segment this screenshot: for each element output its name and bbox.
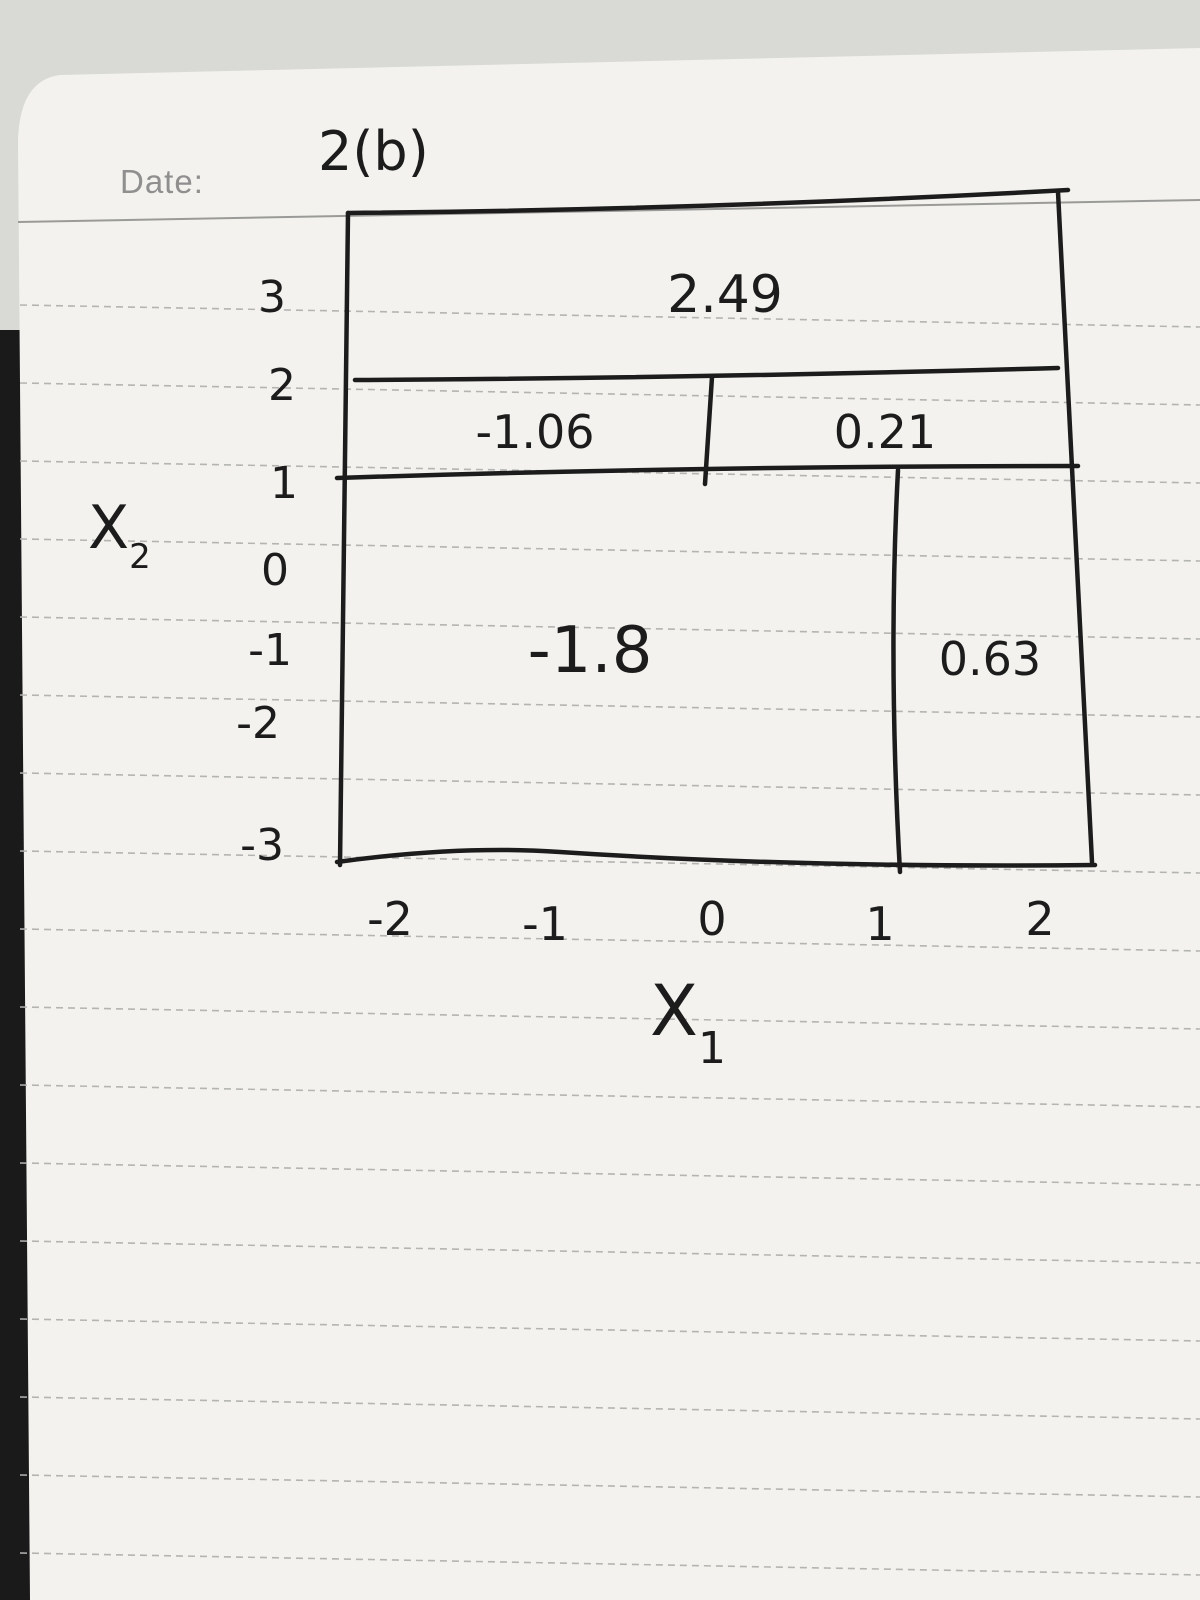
x-tick-label: 2 (1025, 892, 1055, 946)
date-label: Date: (120, 163, 204, 200)
y-axis-label: $X_2$ (88, 493, 151, 577)
y-tick-label: 0 (261, 545, 289, 596)
x-tick-label: -1 (522, 897, 568, 951)
y-tick-label: -1 (248, 625, 292, 676)
region-value: 2.49 (667, 265, 783, 325)
problem-label: 2(b) (318, 120, 429, 183)
x-tick-label: -2 (367, 892, 413, 946)
region-value: 0.21 (833, 405, 937, 459)
y-tick-label: 1 (270, 458, 298, 509)
x-axis-label: $X_1$ (650, 970, 726, 1074)
notebook-page (18, 48, 1200, 1600)
y-tick-label: 3 (258, 272, 286, 323)
y-tick-label: 2 (268, 360, 296, 411)
y-tick-label: -2 (236, 698, 280, 749)
region-value: 0.63 (938, 632, 1042, 686)
region-value: -1.06 (475, 405, 595, 459)
region-value: -1.8 (527, 614, 653, 688)
x-tick-label: 0 (697, 892, 727, 946)
x-tick-label: 1 (865, 897, 895, 951)
y-tick-label: -3 (240, 820, 284, 871)
